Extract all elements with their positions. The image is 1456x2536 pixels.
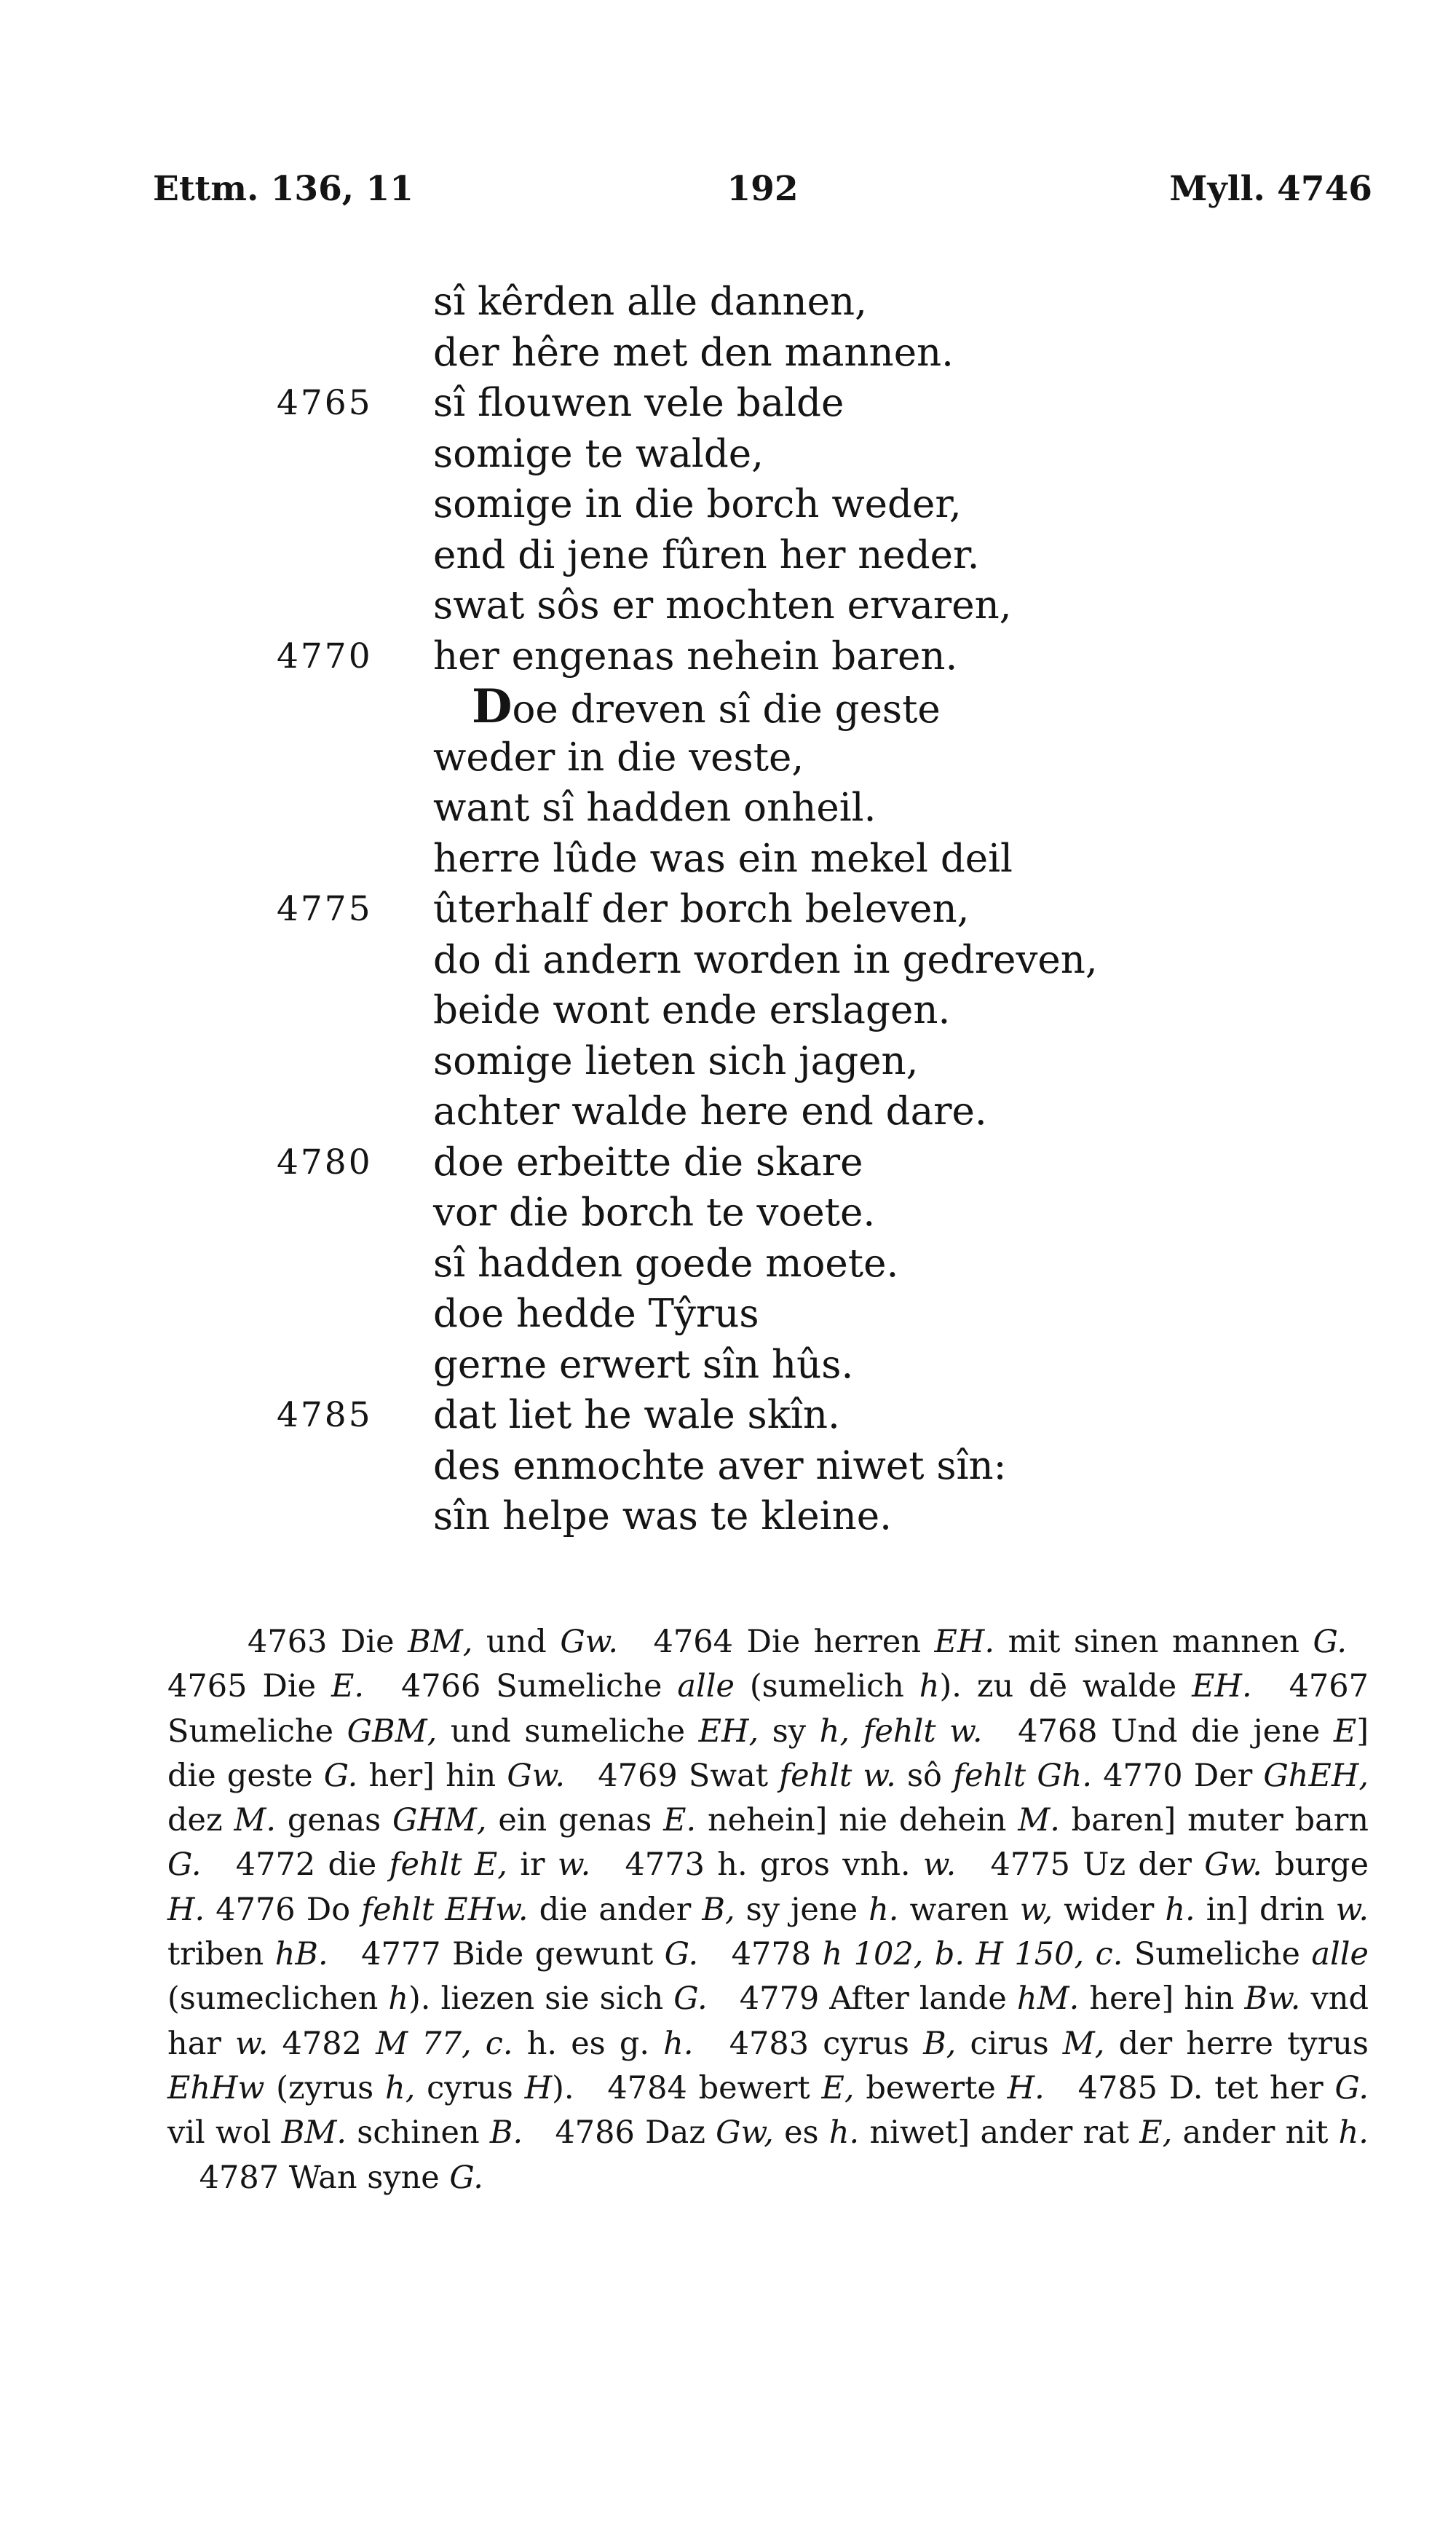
verse-text-line: swat sôs er mochten ervaren, bbox=[433, 583, 1012, 628]
apparatus-text: 4782 bbox=[282, 2025, 376, 2062]
apparatus-siglum: M. bbox=[1018, 1802, 1060, 1839]
apparatus-siglum: H. bbox=[167, 1891, 205, 1928]
apparatus-text: niwet] ander rat bbox=[859, 2114, 1140, 2152]
apparatus-siglum: G. bbox=[449, 2159, 483, 2196]
apparatus-text: 4770 Der bbox=[1103, 1757, 1264, 1794]
apparatus-siglum: GhEH, bbox=[1263, 1757, 1369, 1794]
apparatus-text: 4787 Wan syne bbox=[199, 2159, 450, 2196]
apparatus-text: 4786 Daz bbox=[555, 2114, 716, 2152]
apparatus-text: sô bbox=[895, 1757, 954, 1794]
apparatus-text: ). zu dē walde bbox=[939, 1668, 1192, 1705]
verse-line bbox=[277, 378, 1369, 429]
apparatus-text: cirus bbox=[956, 2025, 1063, 2062]
apparatus-text: cyrus bbox=[415, 2069, 525, 2106]
apparatus-text: 4772 die bbox=[235, 1846, 389, 1884]
apparatus-text: h. es g. bbox=[513, 2025, 664, 2062]
verse-line bbox=[277, 530, 1369, 581]
apparatus-siglum: E, bbox=[821, 2069, 855, 2106]
verse-line bbox=[277, 631, 1369, 682]
apparatus-text: ander nit bbox=[1172, 2114, 1339, 2152]
verse-line bbox=[277, 277, 1369, 328]
apparatus-siglum: h. bbox=[1165, 1891, 1195, 1928]
apparatus-text: waren bbox=[898, 1891, 1020, 1928]
verse-text-line: gerne erwert sîn hûs. bbox=[433, 1342, 854, 1387]
apparatus-text: 4777 Bide gewunt bbox=[361, 1936, 665, 1973]
apparatus-siglum: w, bbox=[1019, 1891, 1053, 1928]
apparatus-siglum: M. bbox=[234, 1802, 277, 1839]
apparatus-text: 4763 Die bbox=[248, 1624, 408, 1660]
apparatus-siglum: E. bbox=[663, 1802, 697, 1839]
apparatus-text: baren] muter barn bbox=[1059, 1802, 1369, 1839]
apparatus-siglum: h, bbox=[385, 2069, 416, 2106]
apparatus-text: und sumeliche bbox=[437, 1713, 699, 1750]
line-number: 4770 bbox=[277, 636, 373, 676]
verse-text-line: do di andern worden in gedreven, bbox=[433, 937, 1098, 982]
running-head bbox=[153, 164, 1372, 215]
apparatus-text bbox=[205, 1892, 215, 1928]
apparatus-text: 4783 cyrus bbox=[729, 2025, 924, 2062]
verse-text-line: achter walde here end dare. bbox=[433, 1089, 987, 1134]
apparatus-siglum: Gw, bbox=[716, 2114, 774, 2152]
apparatus-text: 4776 Do bbox=[215, 1891, 362, 1928]
apparatus-siglum: H bbox=[524, 2069, 553, 2106]
apparatus-siglum: G. bbox=[323, 1757, 358, 1794]
apparatus-text bbox=[268, 2026, 282, 2062]
apparatus-text: sy bbox=[759, 1713, 820, 1750]
apparatus-text: (sumeclichen bbox=[167, 1980, 389, 2018]
apparatus-siglum: h bbox=[919, 1668, 940, 1705]
verse-text-line: her engenas nehein baren. bbox=[433, 633, 958, 679]
apparatus-siglum: Gw. bbox=[507, 1757, 566, 1794]
apparatus-siglum: G. bbox=[1313, 1624, 1347, 1660]
apparatus-siglum: E. bbox=[331, 1668, 365, 1705]
apparatus-siglum: G. bbox=[1334, 2069, 1369, 2106]
apparatus-siglum: Gw. bbox=[1204, 1846, 1262, 1884]
apparatus-text: schinen bbox=[347, 2114, 490, 2152]
verse-text-line: sî kêrden alle dannen, bbox=[433, 280, 867, 324]
apparatus-siglum: E bbox=[1333, 1713, 1357, 1750]
verse-text-line: doe erbeitte die skare bbox=[433, 1139, 863, 1185]
verse-line bbox=[277, 580, 1369, 631]
verse-text-line: ûterhalf der borch beleven, bbox=[433, 887, 970, 931]
verse-text-line: weder in die veste, bbox=[433, 735, 804, 780]
apparatus-siglum: Bw. bbox=[1244, 1980, 1301, 2018]
verse-line bbox=[277, 985, 1369, 1036]
apparatus-siglum: alle bbox=[677, 1668, 735, 1705]
apparatus-siglum: BM. bbox=[281, 2114, 347, 2152]
apparatus-text: 4764 Die herren bbox=[653, 1624, 935, 1660]
apparatus-text: bewerte bbox=[854, 2069, 1008, 2106]
line-number: 4780 bbox=[277, 1142, 373, 1182]
apparatus-siglum: w. bbox=[557, 1846, 591, 1884]
verse-line bbox=[277, 884, 1369, 935]
header-right-reference: Myll. 4746 bbox=[1169, 169, 1372, 209]
apparatus-siglum: w. bbox=[922, 1846, 957, 1884]
apparatus-siglum: w. bbox=[1335, 1891, 1369, 1928]
apparatus-siglum: EH. bbox=[934, 1624, 995, 1660]
apparatus-siglum: EhHw bbox=[167, 2069, 265, 2106]
verse-line bbox=[277, 732, 1369, 783]
apparatus-text: ] die geste bbox=[167, 1713, 1369, 1794]
apparatus-text: 4768 Und die jene bbox=[1018, 1713, 1334, 1750]
apparatus-text: 4766 Sumeliche bbox=[400, 1668, 678, 1705]
apparatus-siglum: fehlt E, bbox=[389, 1846, 507, 1884]
verse-text-line: der hêre met den mannen. bbox=[433, 330, 954, 375]
apparatus-text: sy jene bbox=[735, 1891, 869, 1928]
verse-line bbox=[277, 1036, 1369, 1087]
apparatus-siglum: B, bbox=[923, 2025, 957, 2062]
apparatus-siglum: h. bbox=[828, 2114, 860, 2152]
verse-text-line: doe hedde Tŷrus bbox=[433, 1292, 759, 1336]
apparatus-siglum: hM. bbox=[1016, 1980, 1080, 2018]
verse-line bbox=[277, 1491, 1369, 1542]
apparatus-text: burge bbox=[1262, 1846, 1369, 1884]
apparatus-siglum: GBM, bbox=[347, 1713, 438, 1750]
apparatus-siglum: B. bbox=[489, 2114, 523, 2152]
verse-line bbox=[277, 1390, 1369, 1441]
verse-line bbox=[277, 429, 1369, 480]
apparatus-text: in] drin bbox=[1195, 1891, 1336, 1928]
apparatus-text: 4779 After lande bbox=[739, 1980, 1017, 2018]
verse-text-rest: oe dreven sî die geste bbox=[512, 687, 941, 732]
apparatus-text: 4765 Die bbox=[167, 1668, 331, 1705]
page-number: 192 bbox=[727, 169, 799, 209]
apparatus-text: Sumeliche bbox=[1123, 1936, 1312, 1973]
verse-text-line: des enmochte aver niwet sîn: bbox=[433, 1443, 1007, 1488]
apparatus-siglum: h bbox=[388, 1980, 409, 2018]
verse-line bbox=[277, 328, 1369, 379]
verse-text-line: vor die borch te voete. bbox=[433, 1190, 876, 1235]
apparatus-text: 4784 bewert bbox=[607, 2069, 822, 2106]
apparatus-text: her] hin bbox=[357, 1757, 507, 1794]
apparatus-text: nehein] nie dehein bbox=[696, 1802, 1018, 1839]
verse-line bbox=[277, 1137, 1369, 1188]
line-number: 4785 bbox=[277, 1395, 373, 1435]
verse-line bbox=[277, 1441, 1369, 1492]
apparatus-text: ein genas bbox=[486, 1802, 664, 1839]
apparatus-text bbox=[1092, 1758, 1103, 1794]
verse-text-line: beide wont ende erslagen. bbox=[433, 988, 951, 1032]
apparatus-text: 4785 D. tet her bbox=[1077, 2069, 1335, 2106]
apparatus-paragraph bbox=[167, 1620, 1369, 2200]
apparatus-text: mit sinen mannen bbox=[994, 1624, 1313, 1660]
apparatus-text: 4778 bbox=[731, 1936, 823, 1973]
apparatus-text: ). liezen sie sich bbox=[408, 1980, 674, 2018]
verse-text-line: herre lûde was ein mekel deil bbox=[433, 836, 1013, 881]
apparatus-text: und bbox=[472, 1624, 561, 1660]
apparatus-siglum: EH, bbox=[698, 1713, 759, 1750]
apparatus-siglum: h. bbox=[663, 2025, 694, 2062]
apparatus-siglum: h. bbox=[869, 1891, 899, 1928]
apparatus-siglum: BM, bbox=[408, 1624, 473, 1660]
verse-text bbox=[277, 277, 1369, 1542]
apparatus-text: es bbox=[773, 2114, 829, 2152]
verse-line bbox=[277, 1086, 1369, 1137]
apparatus-siglum: EH. bbox=[1192, 1668, 1252, 1705]
apparatus-siglum: fehlt EHw. bbox=[361, 1891, 529, 1928]
apparatus-text: 4769 Swat bbox=[598, 1757, 780, 1794]
apparatus-text: wider bbox=[1053, 1891, 1166, 1928]
apparatus-text: der herre tyrus bbox=[1104, 2025, 1369, 2062]
apparatus-siglum: M 77, c. bbox=[376, 2025, 513, 2062]
line-number: 4775 bbox=[277, 889, 373, 929]
apparatus-siglum: h, fehlt w. bbox=[819, 1713, 983, 1750]
apparatus-text: vnd har bbox=[167, 1980, 1369, 2062]
verse-text-line: sîn helpe was te kleine. bbox=[433, 1494, 892, 1538]
apparatus-text: triben bbox=[167, 1936, 275, 1973]
apparatus-text: 4773 h. gros vnh. bbox=[625, 1846, 923, 1884]
apparatus-siglum: G. bbox=[167, 1846, 202, 1884]
apparatus-text: 4767 Sumeliche bbox=[167, 1668, 1369, 1750]
apparatus-text: 4775 Uz der bbox=[990, 1846, 1205, 1884]
apparatus-siglum: h 102, b. H 150, c. bbox=[822, 1936, 1123, 1973]
verse-text-line: somige in die borch weder, bbox=[433, 482, 962, 526]
section-initial: D bbox=[472, 679, 513, 734]
apparatus-siglum: G. bbox=[664, 1936, 699, 1973]
apparatus-text: (zyrus bbox=[264, 2069, 386, 2106]
verse-text-line: want sî hadden onheil. bbox=[433, 786, 877, 830]
apparatus-siglum: fehlt w. bbox=[779, 1757, 896, 1794]
apparatus-text: dez bbox=[167, 1802, 234, 1839]
apparatus-siglum: Gw. bbox=[560, 1624, 619, 1660]
apparatus-siglum: hB. bbox=[274, 1936, 328, 1973]
apparatus-text: ). bbox=[552, 2069, 574, 2106]
verse-text-line: dat liet he wale skîn. bbox=[433, 1393, 840, 1437]
apparatus-text: (sumelich bbox=[734, 1668, 919, 1705]
verse-text-line: somige te walde, bbox=[433, 431, 764, 476]
apparatus-siglum: w. bbox=[235, 2025, 269, 2062]
verse-line bbox=[277, 1289, 1369, 1340]
verse-line bbox=[277, 479, 1369, 530]
apparatus-text: here] hin bbox=[1079, 1980, 1245, 2018]
verse-line bbox=[277, 1239, 1369, 1289]
verse-line bbox=[277, 834, 1369, 885]
apparatus-siglum: E, bbox=[1139, 2114, 1173, 2152]
verse-line bbox=[277, 1340, 1369, 1391]
verse-text-line: sî flouwen vele balde bbox=[433, 381, 844, 425]
verse-line bbox=[277, 935, 1369, 986]
apparatus-siglum: B, bbox=[702, 1891, 735, 1928]
apparatus-siglum: M, bbox=[1062, 2025, 1105, 2062]
apparatus-siglum: GHM, bbox=[392, 1802, 487, 1839]
apparatus-siglum: alle bbox=[1311, 1936, 1369, 1973]
apparatus-text: ir bbox=[507, 1846, 558, 1884]
header-left-reference: Ettm. 136, 11 bbox=[153, 169, 414, 209]
apparatus-text: genas bbox=[276, 1802, 393, 1839]
apparatus-siglum: fehlt Gh. bbox=[953, 1757, 1093, 1794]
apparatus-siglum: G. bbox=[673, 1980, 708, 2018]
verse-text-line: somige lieten sich jagen, bbox=[433, 1038, 919, 1083]
verse-line bbox=[277, 783, 1369, 834]
apparatus-text: die ander bbox=[528, 1891, 703, 1928]
apparatus-text: vil wol bbox=[167, 2114, 282, 2152]
verse-text-line bbox=[472, 679, 941, 735]
critical-apparatus bbox=[167, 1620, 1369, 2200]
verse-line bbox=[277, 679, 1369, 734]
apparatus-siglum: h. bbox=[1338, 2114, 1369, 2152]
apparatus-siglum: H. bbox=[1007, 2069, 1045, 2106]
verse-text-line: end di jene fûren her neder. bbox=[433, 532, 980, 577]
verse-text-line: sî hadden goede moete. bbox=[433, 1241, 899, 1286]
verse-line bbox=[277, 1188, 1369, 1239]
line-number: 4765 bbox=[277, 383, 373, 423]
